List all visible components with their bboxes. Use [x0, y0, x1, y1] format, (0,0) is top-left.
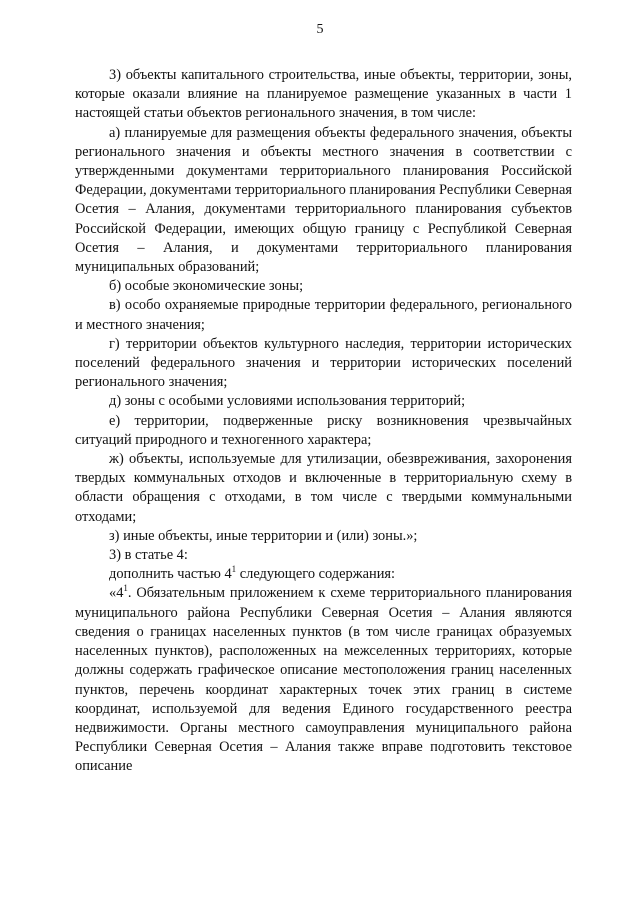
paragraph-subitem-d: д) зоны с особыми условиями использования территорий; [109, 393, 466, 410]
paragraph-article-4-amendment: 3) в статье 4: [109, 547, 188, 564]
paragraph-subitem-e: е) территории, подверженные риску возникновения чрезвычайных ситуаций природного и техногенного характера; [75, 412, 572, 448]
paragraph-subitem-v: в) особо охраняемые природные территории федерального, регионального и местного значения; [75, 297, 572, 333]
part-4-1-text: . Обязательным приложением к схеме территориального планирования муниципального района Республики Северная Осетия – Алания являются сведения о границах населенных пунктов (в том числе границах образуемых населенных пунктов), расположенных на межселенных территориях, которые должны содержать графическое описание местоположения границ населенных пунктов, перечень координат характерных точек этих границ в системе координат, используемой для ведения Единого государственного реестра недвижимости. Органы местного самоуправления муниципального района Республики Северная Осетия – Алания также вправе подготовить текстовое описание [75, 585, 572, 775]
add-part-superscript: 1 [231, 564, 237, 575]
document-body [75, 66, 572, 777]
part-4-1-superscript: 1 [123, 583, 128, 594]
paragraph-part-4-1 [75, 584, 572, 776]
paragraph-subitem-a: а) планируемые для размещения объекты федерального значения, объекты регионального значения и объекты местного значения в соответствии с утвержденными документами территориального планирования Российской Федерации, документами территориального планирования Республики Северная Осетия – Алания, документами территориального планирования субъектов Российской Федерации, имеющих общую границу с Республикой Северная Осетия – Алания, и документами территориального планирования муниципальных образований; [75, 124, 572, 276]
paragraph-item-3: 3) объекты капитального строительства, иные объекты, территории, зоны, которые оказали влияние на планируемое размещение указанных в части 1 настоящей статьи объектов регионального значения, в том числе: [75, 67, 572, 122]
paragraph-subitem-b: б) особые экономические зоны; [109, 278, 304, 295]
paragraph-subitem-z: з) иные объекты, иные территории и (или) зоны.»; [109, 527, 418, 544]
paragraph-subitem-g: г) территории объектов культурного наследия, территории исторических поселений федерального значения и территории исторических поселений регионального значения; [75, 335, 572, 391]
add-part-text: дополнить частью 4 [109, 566, 232, 583]
paragraph-subitem-zh: ж) объекты, используемые для утилизации, обезвреживания, захоронения твердых коммунальных отходов и включенные в территориальную схему в области обращения с отходами, в том числе с твердыми коммунальными отходами; [75, 451, 572, 525]
page-number: 5 [316, 22, 324, 37]
part-4-1-prefix: «4 [109, 585, 124, 602]
paragraph-add-part [75, 565, 572, 584]
add-part-suffix: следующего содержания: [236, 566, 396, 583]
